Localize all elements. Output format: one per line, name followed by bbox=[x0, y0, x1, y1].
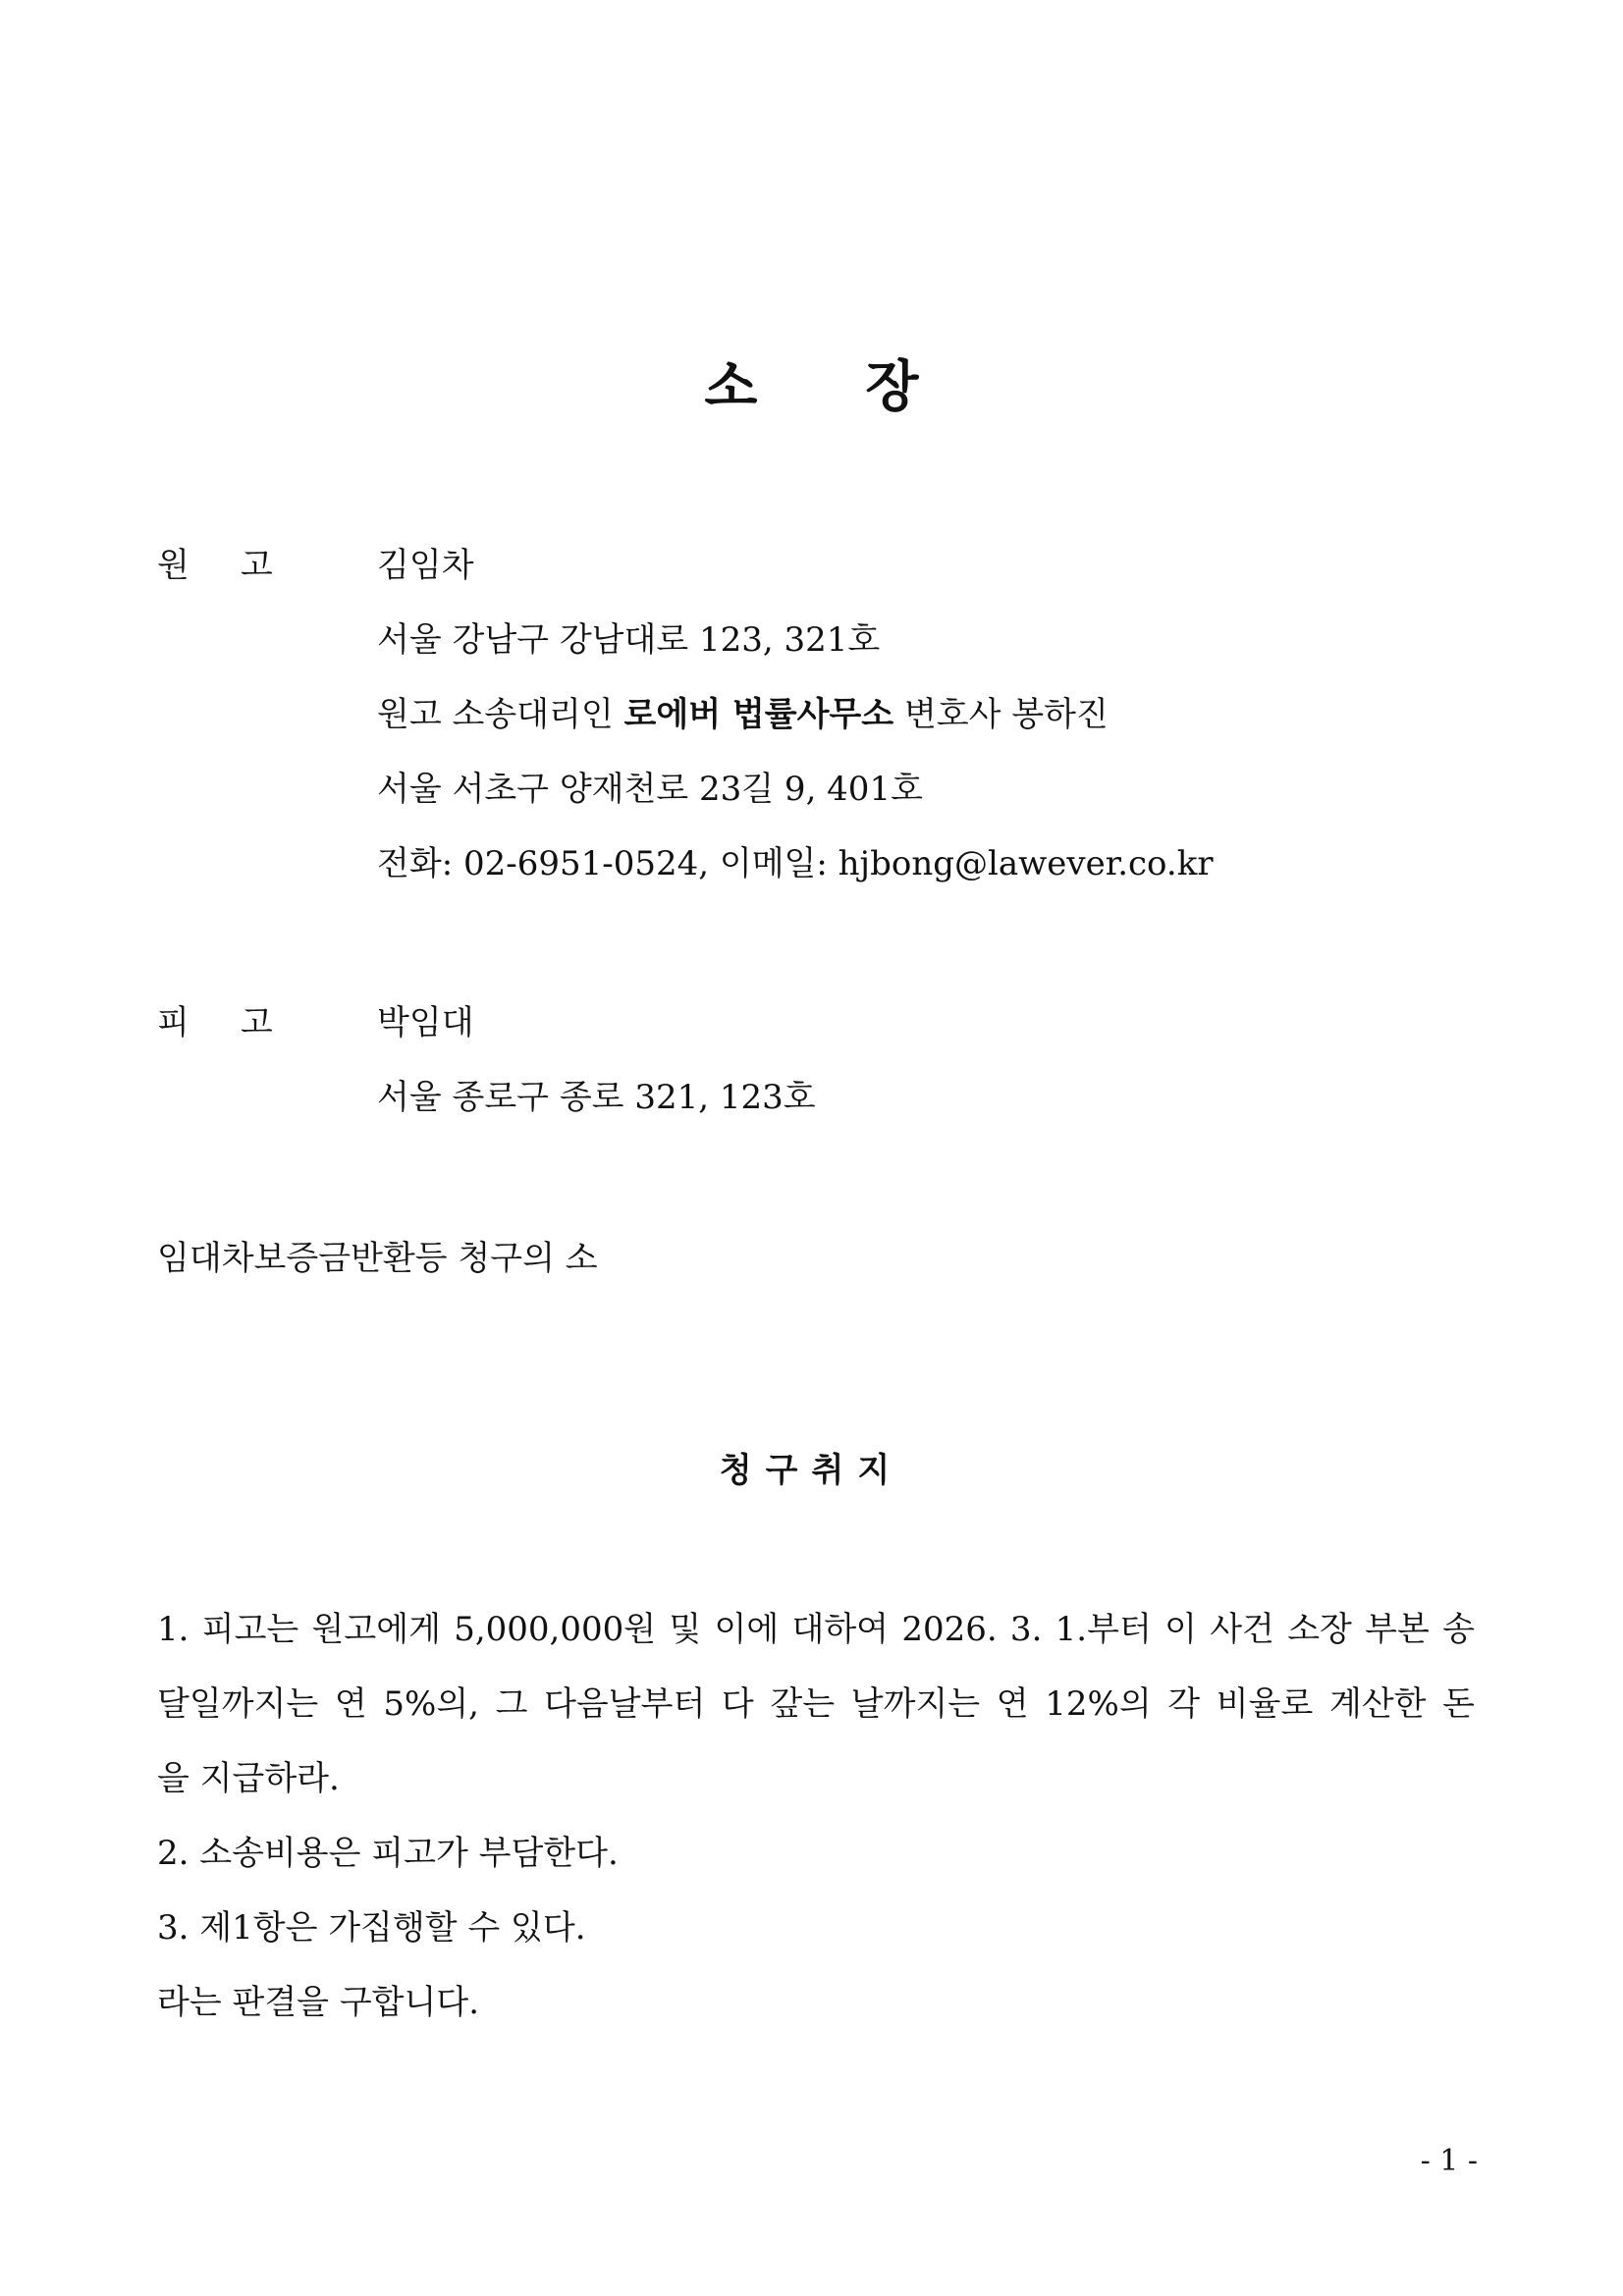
defendant-role-label bbox=[157, 986, 353, 1060]
plaintiff-agent bbox=[377, 677, 1214, 752]
plaintiff-role-label bbox=[157, 528, 353, 603]
plaintiff-name: 김임차 bbox=[377, 546, 474, 585]
defendant-role-left: 피 bbox=[157, 1003, 189, 1042]
agent-address: 서울 서초구 양재천로 23길 9, 401호 bbox=[377, 770, 923, 809]
agent-prefix: 원고 소송대리인 bbox=[377, 695, 614, 734]
document-title-left: 소 bbox=[704, 355, 758, 419]
claim-line: 3. 제1항은 가집행할 수 있다. bbox=[157, 1908, 586, 1948]
claim-line: 2. 소송비용은 피고가 부담한다. bbox=[157, 1834, 619, 1873]
document-title bbox=[0, 344, 1623, 422]
claims-section-title: 청구취지 bbox=[719, 1451, 904, 1490]
document-title-right: 장 bbox=[865, 355, 919, 419]
defendant-name: 박임대 bbox=[377, 1003, 474, 1042]
claim-line: 라는 판결을 구합니다. bbox=[157, 1983, 480, 2022]
agent-suffix: 변호사 봉하진 bbox=[903, 695, 1109, 734]
defendant-address: 서울 종로구 종로 321, 123호 bbox=[377, 1078, 816, 1117]
claim-line: 달일까지는 연 5%의, 그 다음날부터 다 갚는 날까지는 연 12%의 각 비율로 계산한 돈 bbox=[157, 1684, 1475, 1724]
agent-contact: 전화: 02-6951-0524, 이메일: hjbong@lawever.co.kr bbox=[377, 844, 1214, 883]
plaintiff-details bbox=[377, 528, 1214, 901]
plaintiff-role-left: 원 bbox=[157, 546, 189, 585]
agent-firm: 로에버 법률사무소 bbox=[623, 695, 894, 734]
plaintiff-role-right: 고 bbox=[240, 546, 273, 585]
claims-body bbox=[157, 1592, 1475, 2040]
page-number: - 1 - bbox=[1420, 2144, 1478, 2178]
plaintiff-address: 서울 강남구 강남대로 123, 321호 bbox=[377, 620, 881, 660]
case-name: 임대차보증금반환등 청구의 소 bbox=[157, 1239, 598, 1278]
defendant-role-right: 고 bbox=[240, 1003, 273, 1042]
claim-line: 을 지급하라. bbox=[157, 1759, 340, 1798]
defendant-details bbox=[377, 986, 816, 1135]
claim-line: 1. 피고는 원고에게 5,000,000원 및 이에 대하여 2026. 3. 1.부터 이 사건 소장 부본 송 bbox=[157, 1610, 1475, 1649]
